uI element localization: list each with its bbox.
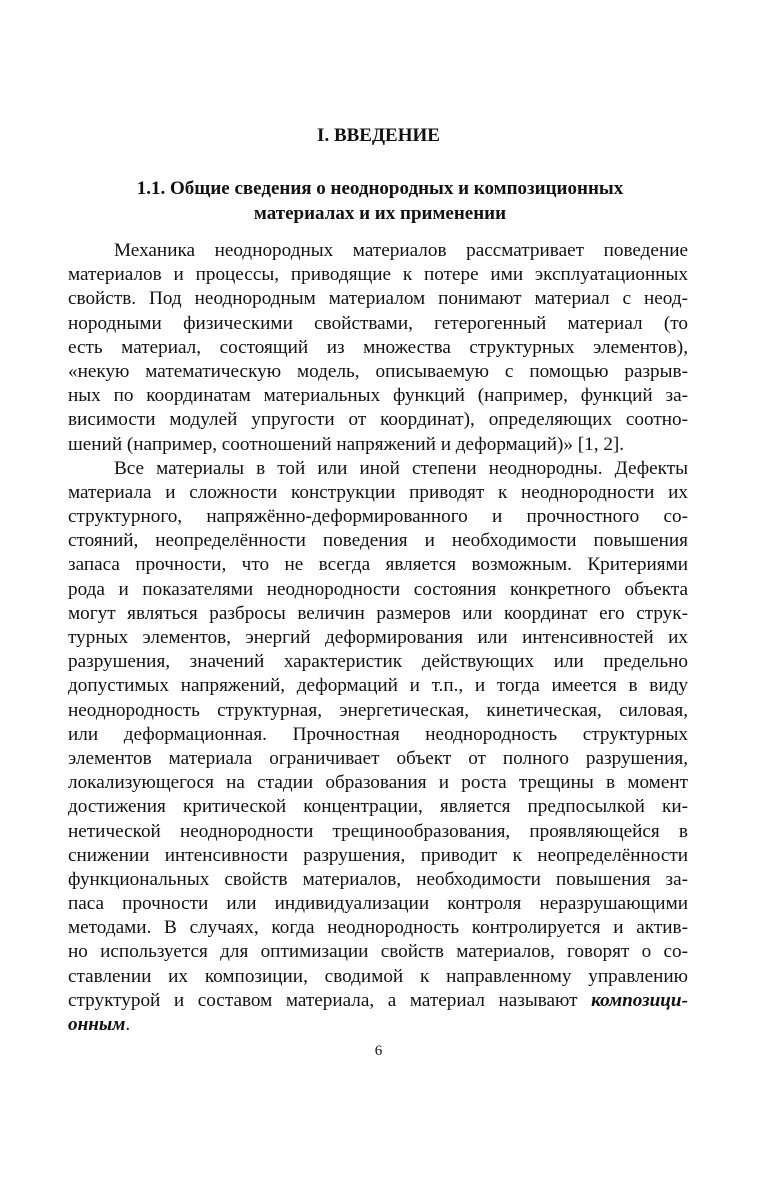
text-line: шений (например, соотношений напряжений и деформаций)» [1, 2]. [68, 433, 625, 455]
text-line: рода и показателями неоднородности состояния конкретного объекта [68, 578, 688, 600]
section-title-line-2: материалах и их применении [253, 203, 507, 224]
text-line: Все материалы в той или иной степени неоднородны. Дефекты [114, 457, 688, 479]
text-line: материала и сложности конструкции приводят к неоднородности их [68, 481, 688, 503]
text-line: материалов и процессы, приводящие к потере ими эксплуатационных [68, 264, 688, 286]
defined-term-part-2: онным [68, 1014, 126, 1035]
text-line: «некую математическую модель, описываемую с помощью разрыв- [68, 360, 688, 382]
final-punctuation: . [125, 1014, 131, 1035]
text-line: или деформационная. Прочностная неоднородность структурных [68, 723, 688, 745]
text-segment: структурой и составом материала, а материал называют [68, 989, 592, 1011]
text-line: локализующегося на стадии образования и роста трещины в момент [68, 772, 688, 794]
text-line: нородными физическими свойствами, гетерогенный материал (то [68, 312, 688, 334]
page-number: 6 [374, 1043, 383, 1059]
text-line: стояний, неопределённости поведения и необходимости повышения [68, 530, 688, 552]
text-line: паса прочности или индивидуализации контроля неразрушающими [68, 893, 688, 915]
text-line: достижения критической концентрации, является предпосылкой ки- [68, 796, 688, 818]
defined-term-part-1: композици- [591, 989, 688, 1011]
chapter-title: I. ВВЕДЕНИЕ [317, 125, 440, 146]
text-line: допустимых напряжений, деформаций и т.п., и тогда имеется в виду [68, 675, 688, 697]
text-line: нетической неоднородности трещинообразования, проявляющейся в [68, 820, 688, 842]
section-title-line-1: 1.1. Общие сведения о неоднородных и композиционных [136, 178, 624, 199]
text-line-with-term [68, 989, 688, 1013]
paragraph-1 [68, 239, 688, 457]
text-line: Механика неоднородных материалов рассматривает поведение [114, 240, 688, 261]
text-line: разрушения, значений характеристик действующих или предельно [68, 651, 688, 673]
text-line: есть материал, состоящий из множества структурных элементов), [68, 336, 688, 358]
text-line: элементов материала ограничивает объект от полного разрушения, [68, 747, 688, 769]
text-line: структурного, напряжённо-деформированного и прочностного со- [68, 506, 688, 528]
text-line: ставлении их композиции, сводимой к направленному управлению [68, 965, 688, 987]
body-text [68, 239, 688, 1037]
text-line: снижении интенсивности разрушения, приводит к неопределённости [68, 844, 688, 866]
text-line: методами. В случаях, когда неоднородность контролируется и актив- [68, 917, 688, 939]
text-line: неоднородность структурная, энергетическая, кинетическая, силовая, [68, 699, 688, 721]
paragraph-2 [68, 457, 688, 1038]
text-line: ных по координатам материальных функций (например, функций за- [68, 385, 688, 407]
section-title [60, 176, 700, 226]
text-line: турных элементов, энергий деформирования или интенсивностей их [68, 627, 688, 648]
text-line: но используется для оптимизации свойств материалов, говорят о со- [68, 941, 688, 963]
text-line-final [68, 1013, 688, 1037]
text-line: функциональных свойств материалов, необходимости повышения за- [68, 868, 688, 890]
text-line: могут являться разбросы величин размеров или координат его струк- [68, 602, 688, 624]
text-line: висимости модулей упругости от координат), определяющих соотно- [68, 409, 688, 431]
text-line: запаса прочности, что не всегда является возможным. Критериями [68, 554, 688, 576]
text-line: свойств. Под неоднородным материалом понимают материал с неод- [68, 288, 688, 310]
